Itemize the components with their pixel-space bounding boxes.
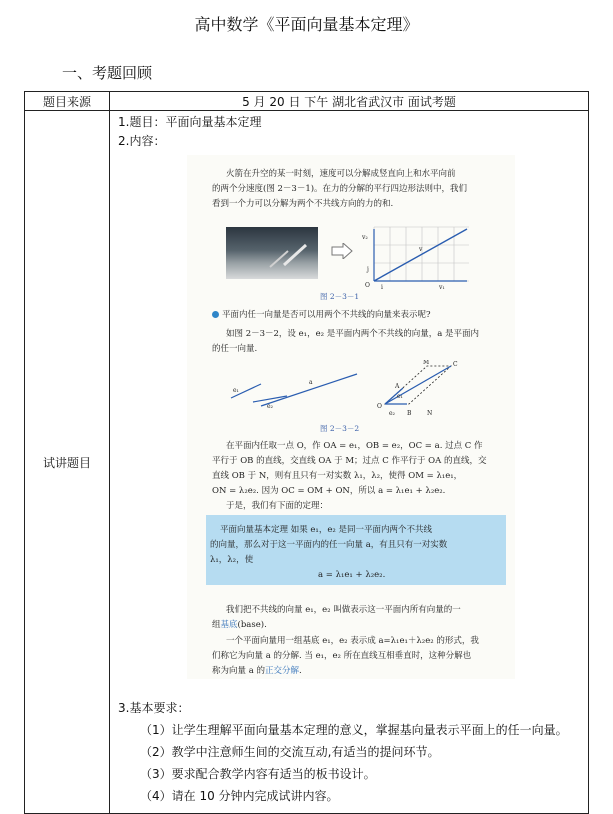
tb-line: 看到一个力可以分解为两个不共线方向的力的和.: [212, 199, 394, 209]
thm-formula: a = λ₁e₁ + λ₂e₂.: [318, 570, 386, 580]
fig2-label: M: [423, 360, 430, 366]
tb-line: ON = λ₂e₂. 因为 OC = OM + ON，所以 a = λ₁e₁ + λ₂e₂.: [212, 486, 446, 496]
requirement-item: （3）要求配合教学内容有适当的板书设计。: [140, 767, 376, 781]
fig1-caption: 图 2－3－1: [320, 292, 360, 301]
thm-line: λ₁，λ₂，使: [210, 555, 254, 565]
tb-line: 的任一向量.: [212, 344, 258, 354]
topic-content: [110, 111, 589, 814]
fig1-label: v₁: [439, 284, 445, 291]
fig2-label: B: [407, 410, 412, 417]
fig2-label: O: [377, 403, 382, 410]
tb-line: 组基底(base).: [212, 620, 267, 630]
fig1-label: i: [381, 284, 383, 291]
fig2-label: e₁: [233, 387, 239, 394]
fig1-label: O: [365, 282, 370, 289]
question-line: 平面内任一向量是否可以用两个不共线的向量来表示呢?: [212, 308, 431, 320]
fig2-label: e₁: [397, 393, 403, 400]
requirement-item: （2）教学中注意师生间的交流互动,有适当的提问环节。: [140, 745, 440, 759]
tb-line: 我们把不共线的向量 e₁，e₂ 叫做表示这一平面内所有向量的一: [226, 605, 461, 615]
rocket-photo: [226, 227, 318, 279]
fig2-label: a: [309, 379, 313, 386]
fig2-caption: 图 2－3－2: [320, 424, 360, 433]
fig2-label: e₂: [267, 403, 273, 410]
topic-label: 试讲题目: [25, 111, 110, 814]
arrow-icon: [331, 243, 353, 259]
topic-row: [25, 111, 589, 814]
tb-line: 火箭在升空的某一时刻，速度可以分解成竖直向上和水平向前: [226, 169, 456, 179]
orthogonal-term: 正交分解: [264, 666, 299, 676]
fig1-label: v: [419, 246, 423, 253]
bullet-dot-icon: [212, 311, 219, 318]
fig2-label: N: [427, 410, 433, 417]
tb-line: 直线 OB 于 N，则有且只有一对实数 λ₁，λ₂，使得 OM = λ₁e₁，: [212, 471, 463, 481]
tb-line: 们称它为向量 a 的分解. 当 e₁，e₂ 所在直线互相垂直时，这种分解也: [212, 651, 472, 661]
source-row: [25, 92, 589, 111]
tb-line: 一个平面向量用一组基底 e₁，e₂ 表示成 a=λ₁e₁＋λ₂e₂ 的形式，我: [226, 636, 479, 646]
fig2-label: A: [395, 383, 400, 390]
basis-term: 基底: [220, 620, 238, 630]
tb-line: 的两个分速度(图 2－3－1)。在力的分解的平行四边形法则中，我们: [212, 184, 468, 194]
tb-line: 如图 2－3－2，设 e₁，e₂ 是平面内两个不共线的向量，a 是平面内: [226, 329, 479, 339]
section-heading: 一、考题回顾: [62, 64, 153, 82]
theorem-box: [206, 515, 506, 585]
fig1-label: j: [367, 266, 369, 273]
figure-2-3-1: [359, 219, 474, 291]
fig1-label: v₂: [362, 234, 368, 241]
tb-line: 称为向量 a 的正交分解.: [212, 666, 302, 676]
item-title: 1.题目：平面向量基本定理: [118, 115, 262, 129]
fig2-label: e₂: [389, 410, 395, 417]
thm-line: 平面向量基本定理 如果 e₁，e₂ 是同一平面内两个不共线: [220, 525, 432, 535]
thm-line: 的向量，那么对于这一平面内的任一向量 a，有且只有一对实数: [210, 540, 448, 550]
item-requirements: 3.基本要求：: [118, 701, 190, 715]
page-title: 高中数学《平面向量基本定理》: [194, 15, 419, 34]
exam-table: [24, 91, 589, 814]
textbook-excerpt: [187, 155, 515, 679]
figure-2-3-2: [217, 360, 487, 420]
source-label: 题目来源: [25, 92, 110, 111]
tb-line: 平行于 OB 的直线，交直线 OA 于 M；过点 C 作平行于 OA 的直线，交: [212, 456, 487, 466]
tb-line: 在平面内任取一点 O，作 OA = e₁，OB = e₂，OC = a. 过点 C 作: [226, 441, 483, 451]
tb-line: 于是，我们有下面的定理：: [226, 501, 329, 511]
requirement-item: （1）让学生理解平面向量基本定理的意义，掌握基向量表示平面上的任一向量。: [140, 723, 568, 737]
requirement-item: （4）请在 10 分钟内完成试讲内容。: [140, 789, 339, 803]
item-content: 2.内容：: [118, 134, 166, 148]
fig2-label: C: [453, 361, 458, 368]
source-value: 5 月 20 日 下午 湖北省武汉市 面试考题: [110, 92, 589, 111]
